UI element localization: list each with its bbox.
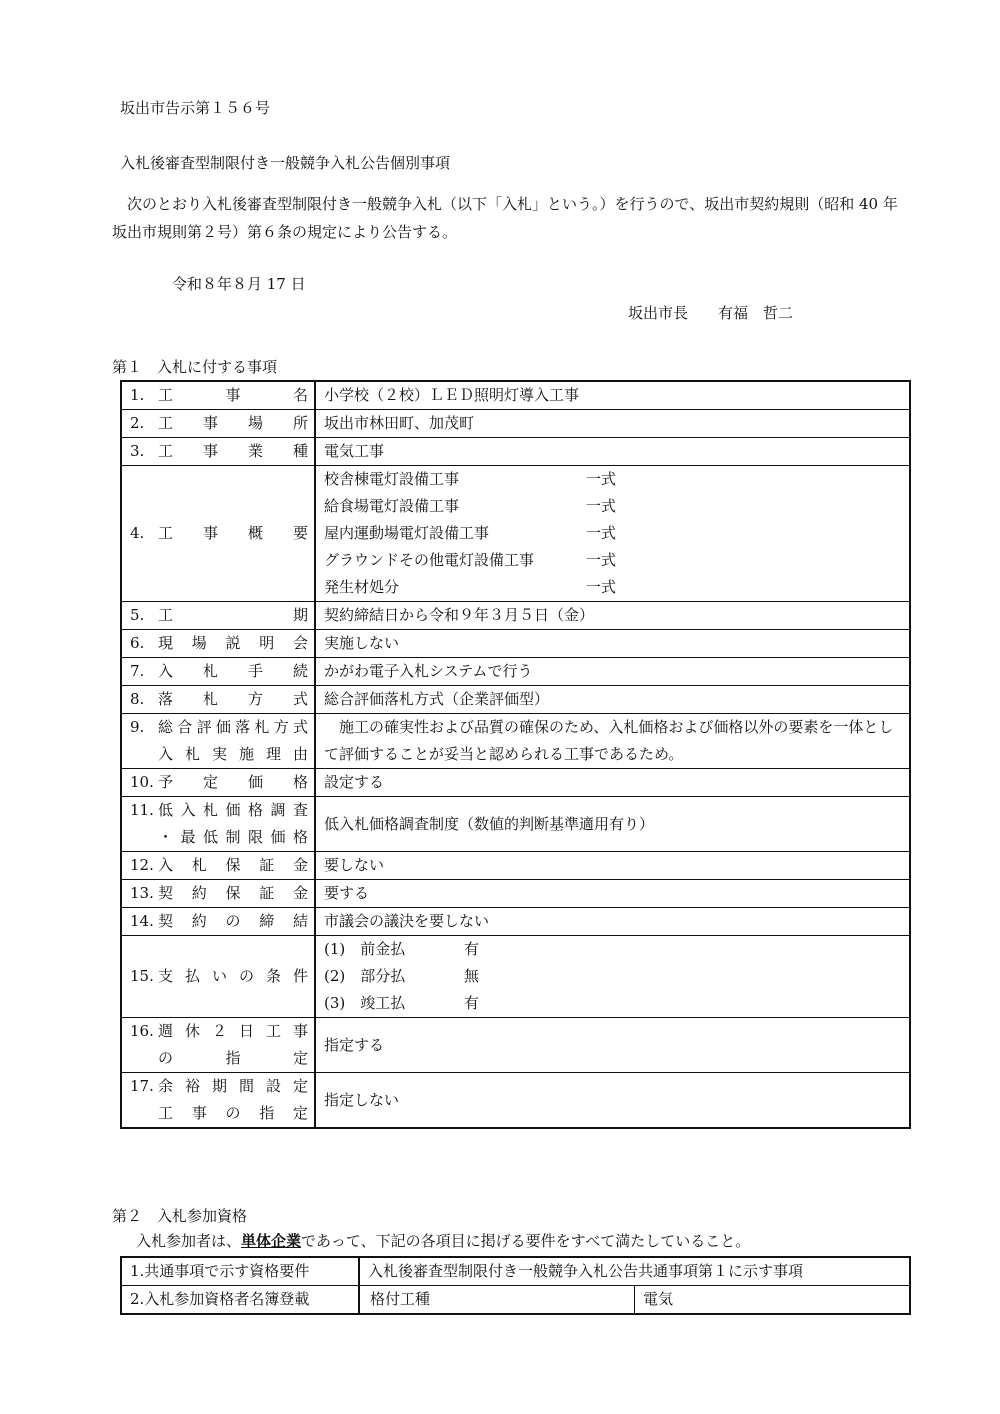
table-row xyxy=(121,852,910,880)
table-row xyxy=(121,1018,910,1073)
overview-item-name: 屋内運動場電灯設備工事 xyxy=(324,524,490,542)
overview-item-qty: 一式 xyxy=(586,497,617,515)
table-row xyxy=(121,686,910,714)
table-row xyxy=(121,936,910,1018)
row-label xyxy=(121,797,315,852)
row-label xyxy=(121,936,315,1018)
row-label xyxy=(121,908,315,936)
table-row xyxy=(121,466,910,602)
row-number: 8. xyxy=(130,690,145,708)
overview-item-name: 給食場電灯設備工事 xyxy=(324,497,460,515)
row-label-text: 入札手続 xyxy=(158,662,308,680)
overview-item-name: 発生材処分 xyxy=(324,578,400,596)
table-row xyxy=(121,714,910,769)
row-label xyxy=(121,1073,315,1129)
single-company-emphasis: 単体企業 xyxy=(241,1232,302,1250)
table-row xyxy=(121,602,910,630)
row-label-text: 工事名 xyxy=(158,386,308,404)
payment-item xyxy=(324,990,909,1017)
row-label xyxy=(121,630,315,658)
section2-heading: 第２ 入札参加資格 xyxy=(112,1207,248,1225)
row-label xyxy=(121,686,315,714)
payment-value: 無 xyxy=(464,967,480,985)
table-row xyxy=(121,381,910,410)
row-label-text: 入札保証金 xyxy=(158,856,308,874)
row-label xyxy=(121,769,315,797)
row-label xyxy=(121,438,315,466)
row-value: 実施しない xyxy=(315,630,910,658)
row-number: 2. xyxy=(130,414,145,432)
row-label-text: 工事概要 xyxy=(158,524,308,542)
row-value: 契約締結日から令和９年３月５日（金） xyxy=(315,602,910,630)
row-label-text: 低入札価格調査 xyxy=(158,801,308,819)
overview-item-qty: 一式 xyxy=(586,578,617,596)
row-number: 6. xyxy=(130,634,145,652)
section2-intro xyxy=(136,1230,750,1251)
qual-value-2: 電気 xyxy=(635,1286,911,1315)
section1-heading: 第１ 入札に付する事項 xyxy=(112,358,278,376)
row-label xyxy=(121,410,315,438)
row-value: かがわ電子入札システムで行う xyxy=(315,658,910,686)
row-number: 1. xyxy=(130,386,145,404)
row-label xyxy=(121,1018,315,1073)
payment-name: (3) 竣工払 xyxy=(324,994,406,1012)
row-label xyxy=(121,880,315,908)
row-value: 低入札価格調査制度（数値的判断基準適用有り） xyxy=(315,797,910,852)
row-value: 総合評価落札方式（企業評価型） xyxy=(315,686,910,714)
row-number: 16. xyxy=(130,1022,154,1040)
notice-number: 坂出市告示第１５６号 xyxy=(120,99,271,117)
row-label-text: 余裕期間設定 xyxy=(158,1077,308,1095)
table-row xyxy=(121,438,910,466)
qualification-table xyxy=(120,1256,911,1315)
table-row xyxy=(121,880,910,908)
payment-item xyxy=(324,936,909,963)
overview-item-qty: 一式 xyxy=(586,551,617,569)
row-number: 10. xyxy=(130,773,154,791)
row-number: 4. xyxy=(130,524,145,542)
row-number: 14. xyxy=(130,912,154,930)
row-number: 12. xyxy=(130,856,154,874)
row-value: 市議会の議決を要しない xyxy=(315,908,910,936)
row-number: 11. xyxy=(130,801,154,819)
row-number: 5. xyxy=(130,606,145,624)
row-number: 17. xyxy=(130,1077,154,1095)
row-label-text: 工事場所 xyxy=(158,414,308,432)
row-value xyxy=(315,466,910,602)
table-row xyxy=(121,1286,910,1315)
row-label-text: 支払いの条件 xyxy=(158,967,308,985)
row-label-line2: 入札実施理由 xyxy=(158,745,308,763)
row-label-text: 予定価格 xyxy=(158,773,308,791)
row-label-line2: の指定 xyxy=(158,1049,308,1067)
bid-items-table xyxy=(120,380,911,1129)
payment-value: 有 xyxy=(464,994,480,1012)
qual-mid-2: 格付工種 xyxy=(359,1286,635,1315)
overview-item xyxy=(324,466,909,493)
row-label xyxy=(121,714,315,769)
row-number: 13. xyxy=(130,884,154,902)
overview-item xyxy=(324,574,909,601)
row-label xyxy=(121,381,315,410)
table-row xyxy=(121,769,910,797)
table-row xyxy=(121,410,910,438)
issuer: 坂出市長 有福 哲二 xyxy=(628,304,794,322)
overview-item-qty: 一式 xyxy=(586,524,617,542)
table-row xyxy=(121,908,910,936)
overview-item-qty: 一式 xyxy=(586,470,617,488)
row-value: 設定する xyxy=(315,769,910,797)
row-label-text: 現場説明会 xyxy=(158,634,308,652)
qual-value-1: 入札後審査型制限付き一般競争入札公告共通事項第１に示す事項 xyxy=(359,1257,910,1286)
row-number: 15. xyxy=(130,967,154,985)
row-label-line2: 工事の指定 xyxy=(158,1104,308,1122)
row-value: 電気工事 xyxy=(315,438,910,466)
overview-item-name: グラウンドその他電灯設備工事 xyxy=(324,551,535,569)
row-value: 指定しない xyxy=(315,1073,910,1129)
table-row xyxy=(121,1257,910,1286)
table-row xyxy=(121,797,910,852)
row-label xyxy=(121,466,315,602)
row-label-text: 契約の締結 xyxy=(158,912,308,930)
row-label-line2: ・最低制限価格 xyxy=(158,828,308,846)
row-number: 3. xyxy=(130,442,145,460)
notice-date: 令和８年８月 17 日 xyxy=(172,275,306,293)
row-value: 施工の確実性および品質の確保のため、入札価格および価格以外の要素を一体として評価することが妥当と認められる工事であるため。 xyxy=(315,714,910,769)
row-label-text: 総合評価落札方式 xyxy=(158,718,308,736)
row-label-text: 工事業種 xyxy=(158,442,308,460)
overview-item xyxy=(324,547,909,574)
row-value: 指定する xyxy=(315,1018,910,1073)
row-number: 7. xyxy=(130,662,145,680)
overview-item-name: 校舎棟電灯設備工事 xyxy=(324,470,460,488)
overview-item xyxy=(324,493,909,520)
row-label xyxy=(121,852,315,880)
qual-label-1: 1.共通事項で示す資格要件 xyxy=(121,1257,359,1286)
table-row xyxy=(121,658,910,686)
row-label xyxy=(121,602,315,630)
intro-text: 入札参加者は、 xyxy=(136,1232,242,1250)
payment-value: 有 xyxy=(464,940,480,958)
document-title: 入札後審査型制限付き一般競争入札公告個別事項 xyxy=(120,154,451,172)
row-value: 小学校（２校）ＬＥＤ照明灯導入工事 xyxy=(315,381,910,410)
payment-name: (1) 前金払 xyxy=(324,940,406,958)
payment-item xyxy=(324,963,909,990)
row-label-text: 週休２日工事 xyxy=(158,1022,308,1040)
intro-paragraph: 次のとおり入札後審査型制限付き一般競争入札（以下「入札」という。）を行うので、坂出市契約規則（昭和 40 年坂出市規則第２号）第６条の規定により公告する。 xyxy=(112,195,898,241)
table-row xyxy=(121,1073,910,1129)
row-value: 要する xyxy=(315,880,910,908)
intro-text-tail: であって、下記の各項目に掲げる要件をすべて満たしていること。 xyxy=(301,1232,751,1250)
row-label xyxy=(121,658,315,686)
row-number: 9. xyxy=(130,718,145,736)
payment-name: (2) 部分払 xyxy=(324,967,406,985)
qual-label-2: 2.入札参加資格者名簿登載 xyxy=(121,1286,359,1315)
row-value: 要しない xyxy=(315,852,910,880)
overview-item xyxy=(324,520,909,547)
table-row xyxy=(121,630,910,658)
row-label-text: 契約保証金 xyxy=(158,884,308,902)
row-value xyxy=(315,936,910,1018)
row-value: 坂出市林田町、加茂町 xyxy=(315,410,910,438)
row-label-text: 工期 xyxy=(158,606,308,624)
row-label-text: 落札方式 xyxy=(158,690,308,708)
